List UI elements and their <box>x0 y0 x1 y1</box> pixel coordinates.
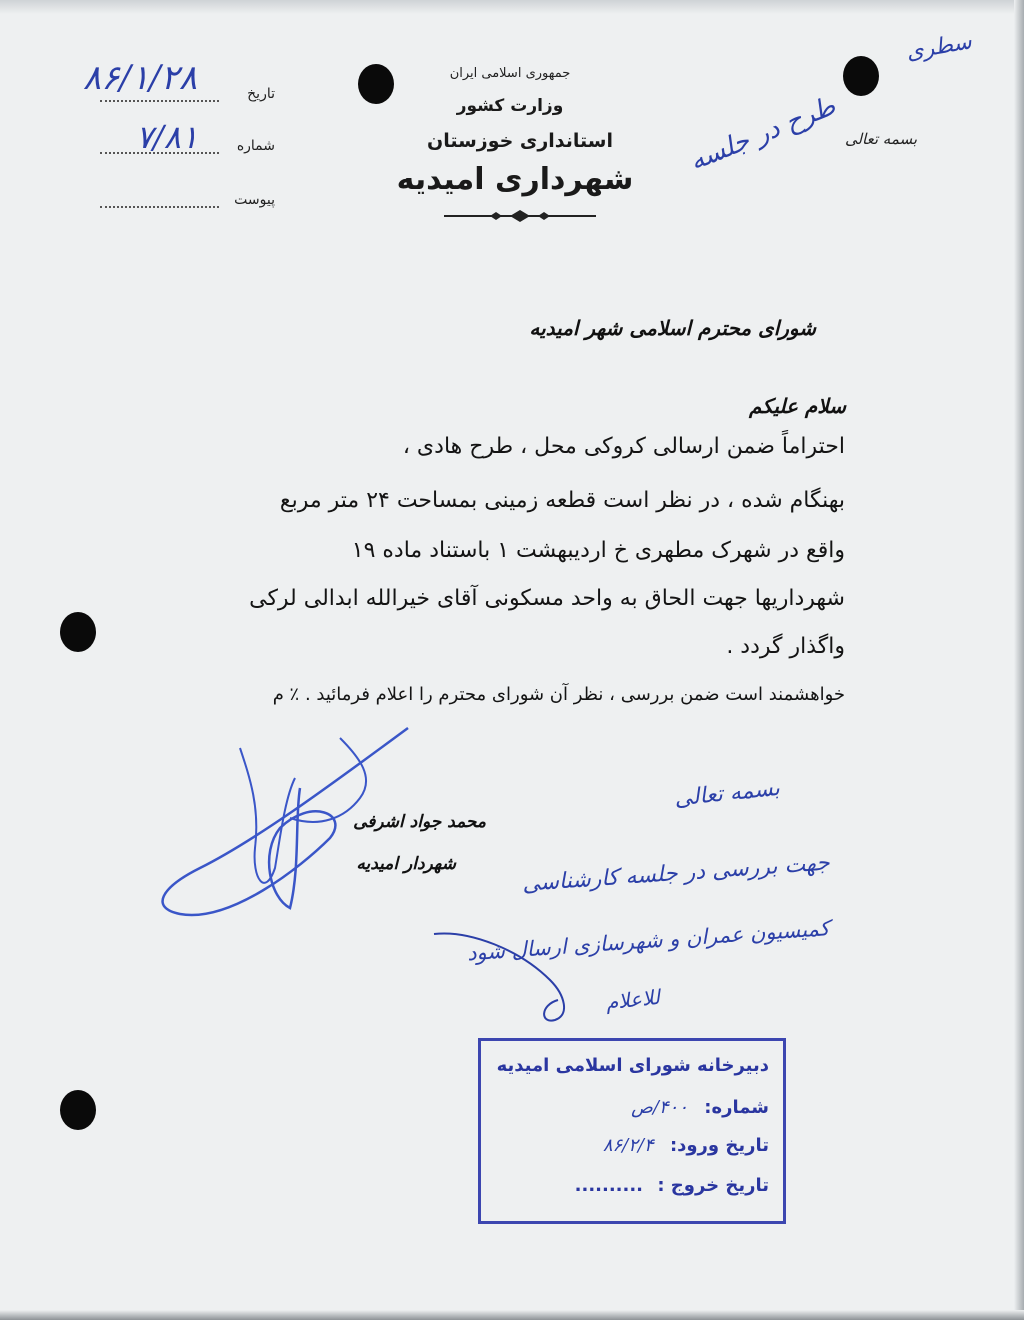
body-line-2: بهنگام شده ، در نظر است قطعه زمینی بمساحت ۲۴ متر مربع <box>279 488 845 513</box>
date-dotted-line <box>100 100 219 102</box>
date-value: ۸۶/۱/۲۸ <box>82 58 198 98</box>
stamp-exit-date-row <box>575 1175 769 1196</box>
stamp-entry-date-label: تاریخ ورود: <box>669 1135 769 1156</box>
punch-hole-mid-left <box>60 612 96 652</box>
stamp-title: دبیرخانه شورای اسلامی امیدیه <box>496 1055 769 1076</box>
letterhead-governorate: استانداری خوزستان <box>426 130 613 152</box>
handwritten-note-corner: سطری <box>904 29 974 66</box>
registry-stamp <box>478 1038 786 1224</box>
stamp-entry-date-value: ۸۶/۲/۴ <box>602 1135 654 1156</box>
letterhead-ornament <box>440 208 600 224</box>
punch-hole-top-right <box>843 56 879 96</box>
punch-hole-bottom-left <box>60 1090 96 1130</box>
recipient-line: شورای محترم اسلامی شهر امیدیه <box>529 316 816 340</box>
stamp-entry-date-row <box>603 1135 769 1156</box>
scan-edge-bottom <box>0 1310 1024 1320</box>
number-label: شماره <box>236 138 275 154</box>
handwritten-bismillah: بسمه تعالی <box>673 775 781 812</box>
bismillah: بسمه تعالی <box>844 130 918 148</box>
number-value: ۷/۸۱ <box>135 118 199 156</box>
date-label: تاریخ <box>247 86 275 102</box>
stamp-number-row <box>631 1097 769 1118</box>
body-line-5: واگذار گردد . <box>726 634 845 659</box>
signer-name: محمد جواد اشرفی <box>353 812 486 832</box>
scan-edge-top <box>0 0 1024 14</box>
handwritten-instruction-3: للاعلام <box>604 984 661 1015</box>
body-line-3: واقع در شهرک مطهری خ اردیبهشت ۱ باستناد ماده ۱۹ <box>351 538 845 563</box>
handwritten-instruction-2: کمیسیون عمران و شهرسازی ارسال شود <box>466 916 831 966</box>
stamp-number-value: ۴۰۰/ص <box>631 1097 688 1118</box>
signer-title: شهردار امیدیه <box>356 854 456 874</box>
closing-line: خواهشمند است ضمن بررسی ، نظر آن شورای محترم را اعلام فرمائید . ٪ م <box>272 684 845 705</box>
letterhead-municipality: شهرداری امیدیه <box>396 162 634 197</box>
handwritten-note-meeting: طرح در جلسه <box>685 91 840 177</box>
scan-edge-right <box>1014 0 1024 1320</box>
handwritten-flourish <box>430 920 580 1030</box>
letterhead-republic: جمهوری اسلامی ایران <box>449 66 571 81</box>
stamp-exit-date-label: تاریخ خروج : <box>657 1175 769 1196</box>
body-line-1: احتراماً ضمن ارسالی کروکی محل ، طرح هادی ، <box>402 434 845 459</box>
handwritten-instruction-1: جهت بررسی در جلسه کارشناسی <box>521 850 831 897</box>
body-line-4: شهرداریها جهت الحاق به واحد مسکونی آقای خیرالله ابدالی لرکی <box>249 586 845 611</box>
attachment-dotted-line <box>100 206 219 208</box>
meta-attachment-row <box>100 192 275 214</box>
stamp-number-label: شماره: <box>704 1097 769 1118</box>
attachment-label: پیوست <box>234 192 275 208</box>
greeting-line: سلام علیکم <box>749 394 846 418</box>
punch-hole-top-left <box>358 64 394 104</box>
stamp-exit-date-value: .......... <box>574 1175 644 1196</box>
letterhead-ministry: وزارت کشور <box>456 96 564 116</box>
